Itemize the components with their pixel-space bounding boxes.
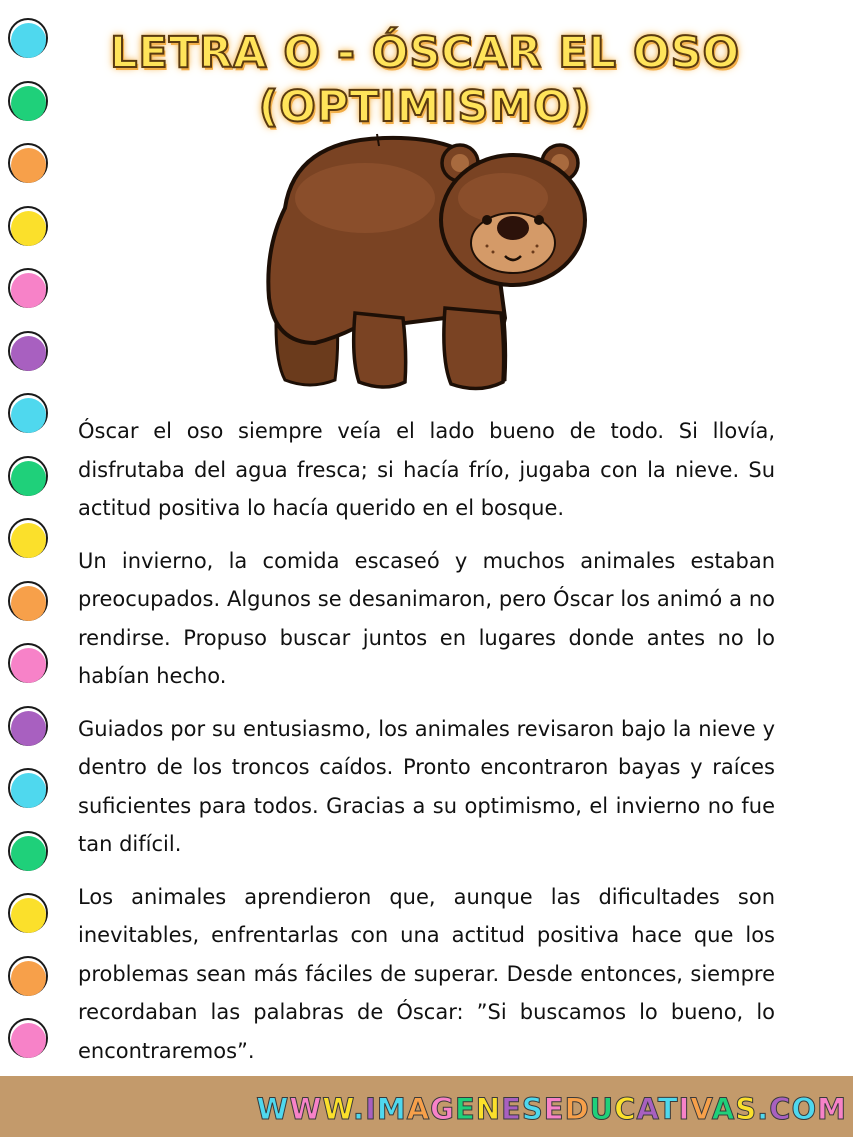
decorative-dot xyxy=(8,768,48,808)
title-line-2: (OPTIMISMO) xyxy=(258,82,592,132)
title-line-1: LETRA O - ÓSCAR EL OSO xyxy=(109,28,741,78)
decorative-dot xyxy=(8,331,48,371)
page-title xyxy=(80,26,770,134)
decorative-dot xyxy=(8,18,48,58)
decorative-dot xyxy=(8,643,48,683)
decorative-dot xyxy=(8,456,48,496)
story-text xyxy=(78,412,775,1084)
decorative-dot xyxy=(8,393,48,433)
decorative-dot xyxy=(8,893,48,933)
decorative-dot xyxy=(8,581,48,621)
decorative-dot xyxy=(8,206,48,246)
decorative-dot xyxy=(8,831,48,871)
footer-bar xyxy=(0,1076,853,1137)
decorative-dot xyxy=(8,1018,48,1058)
decorative-dot xyxy=(8,518,48,558)
decorative-dot xyxy=(8,143,48,183)
decorative-dot xyxy=(8,956,48,996)
story-paragraph-2: Un invierno, la comida escaseó y muchos animales estaban preocupados. Algunos se desanimaron, pero Óscar los animó a no rendirse. Propuso buscar juntos en lugares donde antes no lo habían hecho. xyxy=(78,548,775,688)
story-paragraph-1: Óscar el oso siempre veía el lado bueno de todo. Si llovía, disfrutaba del agua fresca; si hacía frío, jugaba con la nieve. Su actitud positiva lo hacía querido en el bosque. xyxy=(78,419,775,520)
decorative-dots-column xyxy=(4,18,54,1068)
footer-website-url: WWW.IMAGENESEDUCATIVAS.COM xyxy=(256,1092,847,1126)
decorative-dot xyxy=(8,268,48,308)
story-paragraph-3: Guiados por su entusiasmo, los animales revisaron bajo la nieve y dentro de los troncos caídos. Pronto encontraron bayas y raíces suficientes para todos. Gracias a su optimismo, el invierno no fue tan difícil. xyxy=(78,716,775,856)
brown-bear-icon xyxy=(255,128,595,398)
story-paragraph-4: Los animales aprendieron que, aunque las dificultades son inevitables, enfrentarlas con una actitud positiva hace que los problemas sean más fáciles de superar. Desde entonces, siempre recordaban las palabras de Óscar: ”Si buscamos lo bueno, lo encontraremos”. xyxy=(78,884,775,1063)
decorative-dot xyxy=(8,706,48,746)
decorative-dot xyxy=(8,81,48,121)
